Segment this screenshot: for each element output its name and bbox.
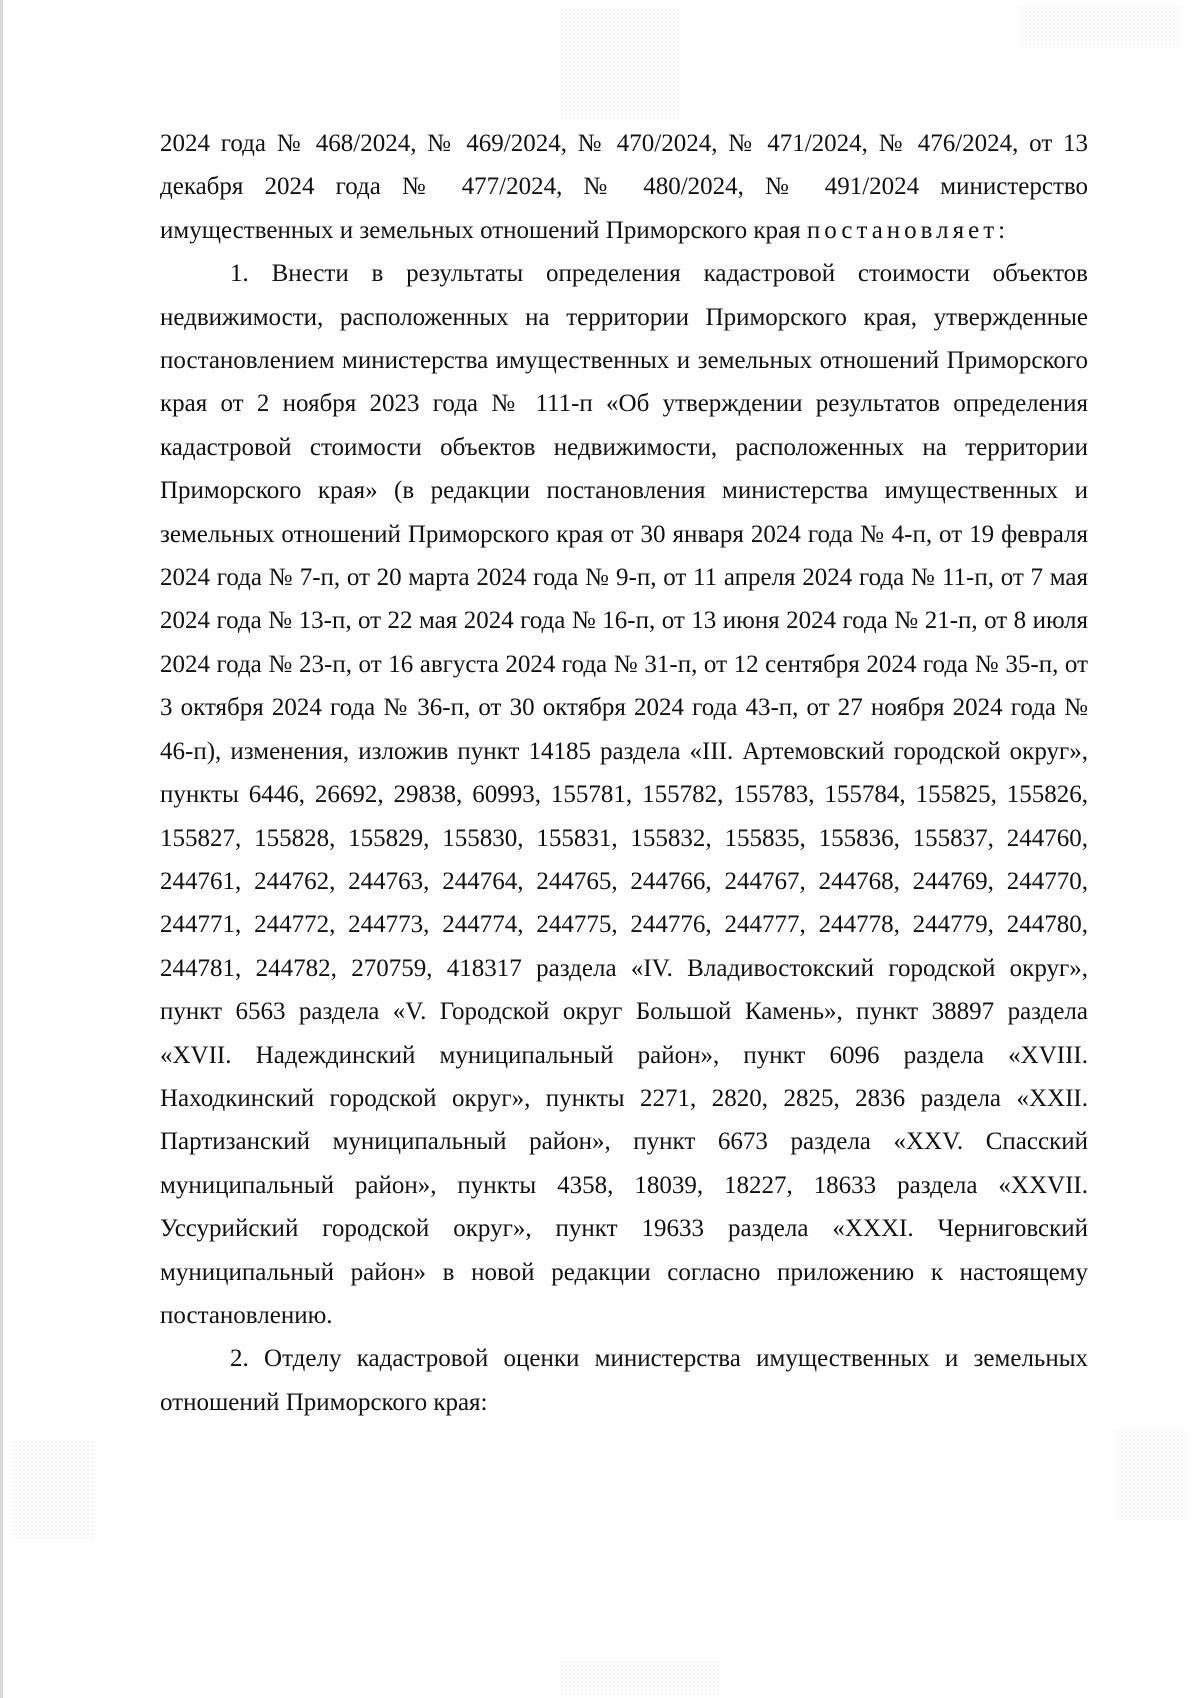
intro-paragraph xyxy=(160,122,1088,252)
item-2-paragraph: 2. Отделу кадастровой оценки министерства имущественных и земельных отношений Приморского края: xyxy=(160,1345,1088,1416)
scan-noise-right xyxy=(1116,1430,1186,1520)
intro-text: 2024 года № 468/2024, № 469/2024, № 470/2024, № 471/2024, № 476/2024, от 13 декабря 2024 года № 477/2024, № 480/2024, № 491/2024 министерство имущественных и земельных отношений Приморского края xyxy=(160,130,1088,244)
resolution-verb: постановляет: xyxy=(806,216,1010,244)
scan-noise-top-center xyxy=(560,8,680,118)
scan-edge xyxy=(0,0,3,1698)
scan-noise-top-right xyxy=(1020,6,1180,46)
scan-noise-bottom xyxy=(560,1660,720,1694)
document-body xyxy=(160,122,1088,1424)
scan-noise-left xyxy=(14,1440,94,1540)
item-1-paragraph: 1. Внести в результаты определения кадастровой стоимости объектов недвижимости, расположенных на территории Приморского края, утвержденные постановлением министерства имущественных и земельных отношений Приморского края от 2 ноября 2023 года № 111-п «Об утверждении результатов определения кадастровой стоимости объектов недвижимости, расположенных на территории Приморского края» (в редакции постановления министерства имущественных и земельных отношений Приморского края от 30 января 2024 года № 4-п, от 19 февраля 2024 года № 7-п, от 20 марта 2024 года № 9-п, от 11 апреля 2024 года № 11-п, от 7 мая 2024 года № 13-п, от 22 мая 2024 года № 16-п, от 13 июня 2024 года № 21-п, от 8 июля 2024 года № 23-п, от 16 августа 2024 года № 31-п, от 12 сентября 2024 года № 35-п, от 3 октября 2024 года № 36-п, от 30 октября 2024 года 43-п, от 27 ноября 2024 года № 46-п), изменения, изложив пункт 14185 раздела «III. Артемовский городской округ», пункты 6446, 26692, 29838, 60993, 155781, 155782, 155783, 155784, 155825, 155826, 155827, 155828, 155829, 155830, 155831, 155832, 155835, 155836, 155837, 244760, 244761, 244762, 244763, 244764, 244765, 244766, 244767, 244768, 244769, 244770, 244771, 244772, 244773, 244774, 244775, 244776, 244777, 244778, 244779, 244780, 244781, 244782, 270759, 418317 раздела «IV. Владивостокский городской округ», пункт 6563 раздела «V. Городской округ Большой Камень», пункт 38897 раздела «XVII. Надеждинский муниципальный район», пункт 6096 раздела «XVIII. Находкинский городской округ», пункты 2271, 2820, 2825, 2836 раздела «XXII. Партизанский муниципальный район», пункт 6673 раздела «XXV. Спасский муниципальный район», пункты 4358, 18039, 18227, 18633 раздела «XXVII. Уссурийский городской округ», пункт 19633 раздела «XXXI. Черниговский муниципальный район» в новой редакции согласно приложению к настоящему постановлению. xyxy=(160,260,1088,1329)
